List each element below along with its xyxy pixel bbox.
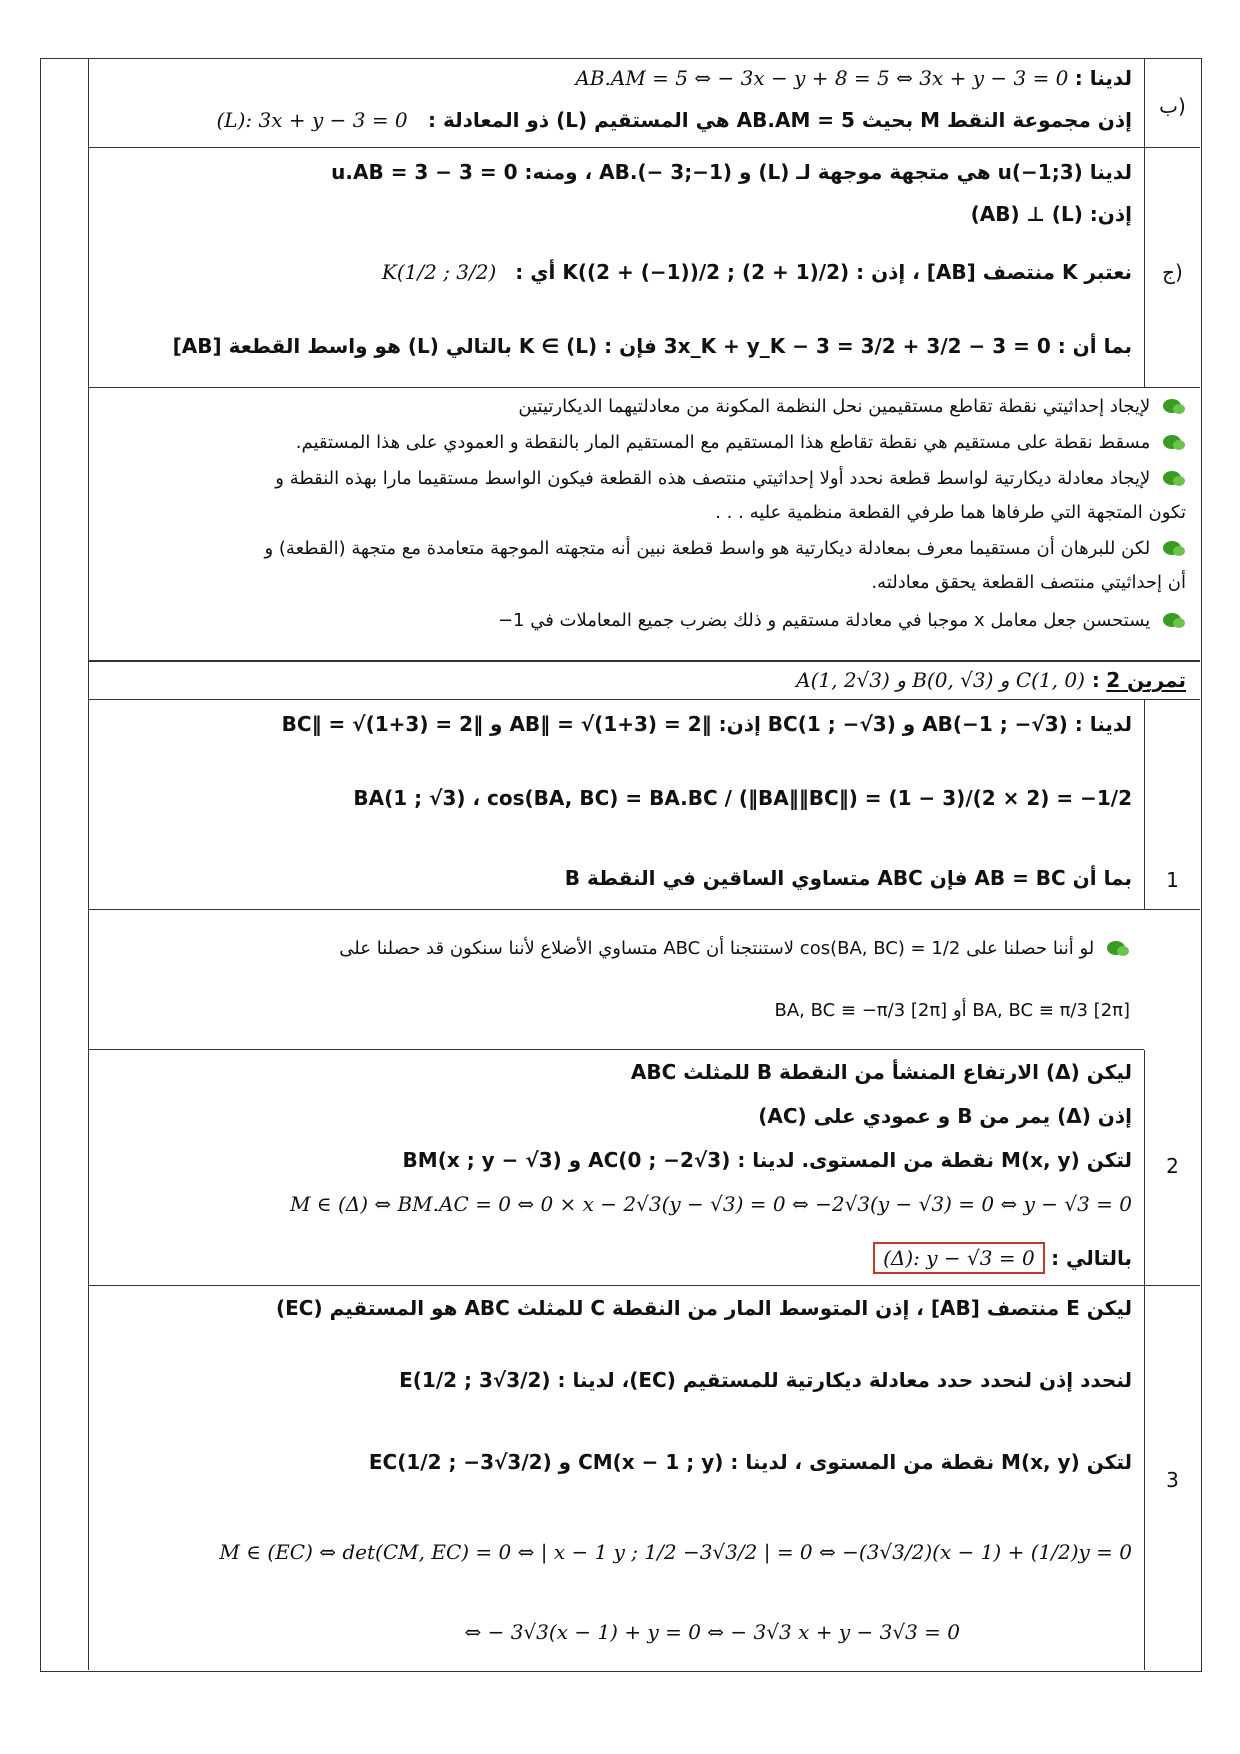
- q2-number: 2: [1166, 1154, 1179, 1178]
- q1-remark-line-2: BA, BC ≡ π/3 [2π] أو BA, BC ≡ −π/3 [2π]: [774, 1000, 1130, 1021]
- remark-3-cont: تكون المتجهة التي طرفاها هما طرفي القطعة منظمية عليه . . .: [715, 502, 1186, 523]
- remark-5: يستحسن جعل معامل x موجبا في معادلة مستقيم و ذلك بضرب جميع المعاملات في 1−: [102, 610, 1186, 631]
- exercise-2-header: [88, 660, 1200, 700]
- q1-line-3: بما أن AB = BC فإن ABC متساوي الساقين في النقطة B: [564, 866, 1132, 890]
- green-bubble-icon: [1162, 540, 1186, 558]
- part-c-line-1: لدينا u(−1;3) هي متجهة موجهة لـ (L) و AB.(− 3;−1) ، ومنه: u.AB = 3 − 3 = 0: [331, 160, 1132, 184]
- green-bubble-icon: [1162, 470, 1186, 488]
- q3-line-3: لتكن M(x, y) نقطة من المستوى ، لدينا : CM(x − 1 ; y) و EC(1/2 ; −3√3/2): [368, 1450, 1132, 1474]
- section-part-c: [88, 148, 1200, 388]
- section-q1: [88, 700, 1200, 910]
- q1-num-cell: [1144, 700, 1200, 909]
- part-c-line-2: إذن: (L) ⊥ (AB): [970, 202, 1132, 226]
- q2-line-5: بالتالي : (Δ): y − √3 = 0: [873, 1242, 1132, 1274]
- q2-line-3: لتكن M(x, y) نقطة من المستوى. لدينا : AC(0 ; −2√3) و BM(x ; y − √3): [402, 1148, 1132, 1172]
- q1-line-2: BA(1 ; √3) ، cos(BA, BC) = BA.BC / (‖BA‖‖BC‖) = (1 − 3)/(2 × 2) = −1/2: [353, 786, 1132, 810]
- exercise-2-points: A(1, 2√3) و B(0, √3) و C(1, 0): [796, 668, 1085, 692]
- q1-number: 1: [1166, 868, 1179, 892]
- green-bubble-icon: [1106, 940, 1130, 958]
- left-margin-column: [40, 58, 89, 1670]
- section-part-b: [88, 58, 1200, 148]
- remark-2: مسقط نقطة على مستقيم هي نقطة تقاطع هذا المستقيم مع المستقيم المار بالنقطة و العمودي على هذا المستقيم.: [102, 432, 1186, 453]
- part-b-line-1: لدينا : AB.AM = 5 ⇔ − 3x − y + 8 = 5 ⇔ 3x + y − 3 = 0: [575, 66, 1132, 90]
- exercise-2-title: تمرين 2: [1106, 668, 1186, 692]
- q3-line-1: ليكن E منتصف [AB] ، إذن المتوسط المار من النقطة C للمثلث ABC هو المستقيم (EC): [276, 1296, 1132, 1320]
- q3-line-2: لنحدد إذن لنحدد حدد معادلة ديكارتية للمستقيم (EC)، لدينا : E(1/2 ; 3√3/2): [399, 1368, 1132, 1392]
- exercise-2-line: تمرين 2 : A(1, 2√3) و B(0, √3) و C(1, 0): [796, 668, 1186, 692]
- q2-line-1: ليكن (Δ) الارتفاع المنشأ من النقطة B للمثلث ABC: [630, 1060, 1132, 1084]
- part-c-label-cell: [1144, 148, 1200, 387]
- part-b-line-2: إذن مجموعة النقط M بحيث AB.AM = 5 هي المستقيم (L) ذو المعادلة : (L): 3x + y − 3 = 0: [216, 108, 1132, 132]
- part-c-label: ج): [1162, 260, 1183, 284]
- q2-result-box: (Δ): y − √3 = 0: [873, 1242, 1045, 1274]
- green-bubble-icon: [1162, 398, 1186, 416]
- q1-line-1: لدينا : AB(−1 ; −√3) و BC(1 ; −√3) إذن: ‖AB‖ = √(1+3) = 2 و ‖BC‖ = √(1+3) = 2: [281, 712, 1132, 736]
- q2-line-4: M ∈ (Δ) ⇔ BM.AC = 0 ⇔ 0 × x − 2√3(y − √3) = 0 ⇔ −2√3(y − √3) = 0 ⇔ y − √3 = 0: [289, 1192, 1132, 1216]
- remark-4-cont: أن إحداثيتي منتصف القطعة يحقق معادلته.: [871, 572, 1186, 593]
- q1-remark-line-1: لو أننا حصلنا على cos(BA, BC) = 1/2 لاستنتجنا أن ABC متساوي الأضلاع لأننا سنكون قد حصلنا على: [102, 938, 1130, 959]
- remark-3: لإيجاد معادلة ديكارتية لواسط قطعة نحدد أولا إحداثيتي منتصف هذه القطعة فيكون الواسط مستقيما مارا بهذه النقطة و: [102, 468, 1186, 489]
- remark-4: لكن للبرهان أن مستقيما معرف بمعادلة ديكارتية هو واسط قطعة نبين أنه متجهته الموجهة متعامدة مع متجهة (القطعة) و: [102, 538, 1186, 559]
- part-c-line-3: نعتبر K منتصف [AB] ، إذن : K((2 + (−1))/2 ; (2 + 1)/2) أي : K(1/2 ; 3/2): [381, 260, 1132, 284]
- section-q1-remark: [88, 910, 1144, 1050]
- q3-number: 3: [1166, 1468, 1179, 1492]
- q2-line-2: إذن (Δ) يمر من B و عمودي على (AC): [758, 1104, 1132, 1128]
- part-c-line-4: بما أن : 3x_K + y_K − 3 = 3/2 + 3/2 − 3 = 0 فإن : K ∈ (L) بالتالي (L) هو واسط القطعة [AB]: [172, 334, 1132, 358]
- section-q2: [88, 1050, 1200, 1286]
- part-b-label-cell: [1144, 58, 1200, 147]
- remark-1: لإيجاد إحداثيتي نقطة تقاطع مستقيمين نحل النظمة المكونة من معادلتيهما الديكارتيتين: [102, 396, 1186, 417]
- green-bubble-icon: [1162, 612, 1186, 630]
- section-q3: [88, 1286, 1200, 1670]
- q3-num-cell: [1144, 1286, 1200, 1670]
- q3-line-5: ⇔ − 3√3(x − 1) + y = 0 ⇔ − 3√3 x + y − 3√3 = 0: [464, 1620, 960, 1644]
- green-bubble-icon: [1162, 434, 1186, 452]
- section-remarks: [88, 388, 1200, 660]
- q2-num-cell: [1144, 1050, 1200, 1285]
- part-b-label: ب): [1159, 94, 1186, 118]
- q3-line-4: M ∈ (EC) ⇔ det(CM, EC) = 0 ⇔ | x − 1 y ; 1/2 −3√3/2 | = 0 ⇔ −(3√3/2)(x − 1) + (1/2)y = 0: [219, 1540, 1132, 1564]
